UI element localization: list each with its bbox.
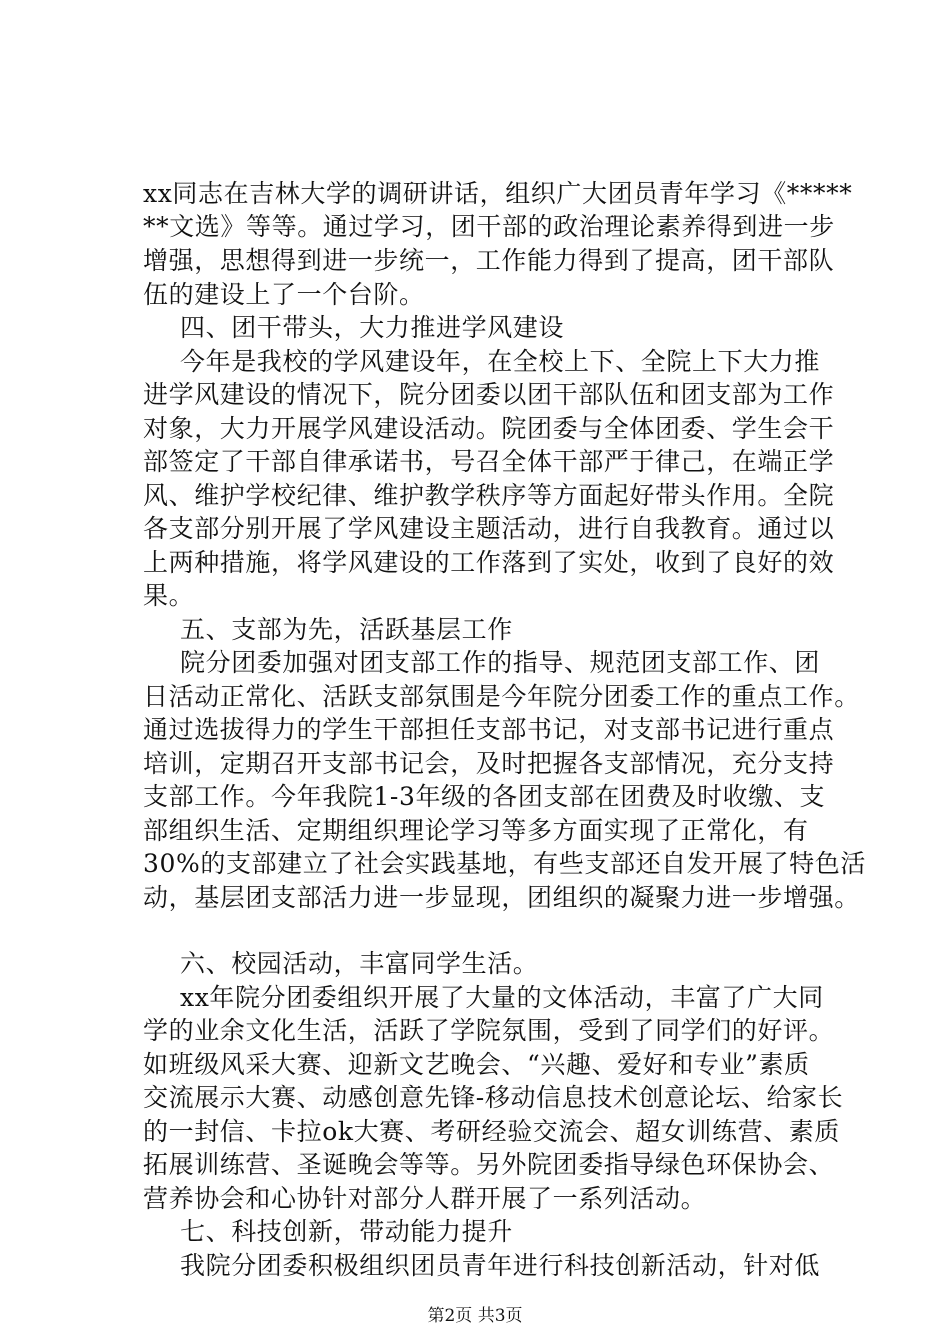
text-line-24: xx年院分团委组织开展了大量的文体活动，丰富了广大同 (180, 983, 824, 1012)
text-line-4: 伍的建设上了一个台阶。 (143, 280, 425, 309)
text-line-21: 30%的支部建立了社会实践基地，有些支部还自发开展了特色活 (143, 849, 866, 878)
section-heading-7: 七、科技创新，带动能力提升 (180, 1217, 513, 1246)
text-line-32: 我院分团委积极组织团员青年进行科技创新活动，针对低 (180, 1251, 821, 1280)
text-line-30: 营养协会和心协针对部分人群开展了一系列活动。 (143, 1184, 707, 1213)
text-line-9: 部签定了干部自律承诺书，号召全体干部严于律己，在端正学 (143, 447, 835, 476)
text-line-13: 果。 (143, 581, 195, 610)
text-line-2: **文选》等等。通过学习，团干部的政治理论素养得到进一步 (143, 212, 835, 241)
text-line-12: 上两种措施，将学风建设的工作落到了实处，收到了良好的效 (143, 548, 835, 577)
text-line-16: 日活动正常化、活跃支部氛围是今年院分团委工作的重点工作。 (143, 682, 860, 711)
text-line-3: 增强，思想得到进一步统一，工作能力得到了提高，团干部队 (143, 246, 835, 275)
text-line-20: 部组织生活、定期组织理论学习等多方面实现了正常化，有 (143, 816, 809, 845)
text-line-1: xx同志在吉林大学的调研讲话，组织广大团员青年学习《***** (143, 179, 853, 208)
text-line-17: 通过选拔得力的学生干部担任支部书记，对支部书记进行重点 (143, 715, 835, 744)
text-line-8: 对象，大力开展学风建设活动。院团委与全体团委、学生会干 (143, 414, 835, 443)
text-line-6: 今年是我校的学风建设年，在全校上下、全院上下大力推 (180, 347, 821, 376)
text-line-27: 交流展示大赛、动感创意先锋-移动信息技术创意论坛、给家长 (143, 1083, 844, 1112)
text-line-18: 培训，定期召开支部书记会，及时把握各支部情况，充分支持 (143, 749, 835, 778)
text-line-26: 如班级风采大赛、迎新文艺晚会、“兴趣、爱好和专业”素质 (143, 1050, 810, 1079)
text-line-28: 的一封信、卡拉ok大赛、考研经验交流会、超女训练营、素质 (143, 1117, 841, 1146)
section-heading-5: 五、支部为先，活跃基层工作 (180, 615, 513, 644)
text-line-25: 学的业余文化生活，活跃了学院氛围，受到了同学们的好评。 (143, 1016, 835, 1045)
section-heading-6: 六、校园活动，丰富同学生活。 (180, 949, 539, 978)
text-line-10: 风、维护学校纪律、维护教学秩序等方面起好带头作用。全院 (143, 481, 835, 510)
page-footer: 第2页 共3页 (427, 1306, 523, 1326)
text-line-22: 动，基层团支部活力进一步显现，团组织的凝聚力进一步增强。 (143, 883, 860, 912)
text-line-7: 进学风建设的情况下，院分团委以团干部队伍和团支部为工作 (143, 380, 835, 409)
text-line-19: 支部工作。今年我院1-3年级的各团支部在团费及时收缴、支 (143, 782, 826, 811)
text-line-29: 拓展训练营、圣诞晚会等等。另外院团委指导绿色环保协会、 (143, 1150, 835, 1179)
text-line-15: 院分团委加强对团支部工作的指导、规范团支部工作、团 (180, 648, 821, 677)
text-line-11: 各支部分别开展了学风建设主题活动，进行自我教育。通过以 (143, 514, 835, 543)
section-heading-4: 四、团干带头，大力推进学风建设 (180, 313, 565, 342)
